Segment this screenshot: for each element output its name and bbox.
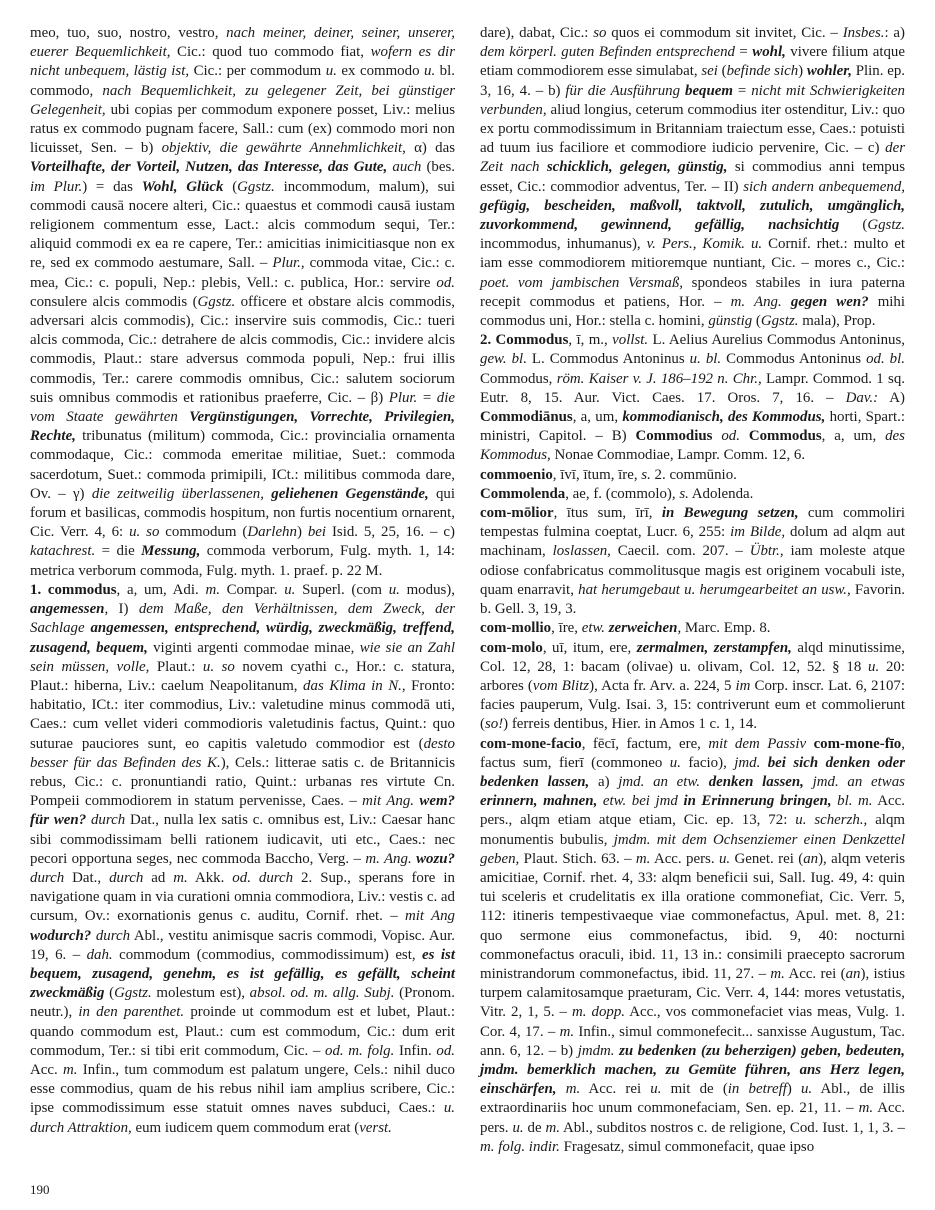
page-number: 190 bbox=[30, 1182, 50, 1197]
dictionary-entry-paragraph: com-mone-facio, fēcī, factum, ere, mit dem Passiv com-mone-fīo, factus sum, fierī (commoneo u. facio), jmd. bei sich denken oder bedenken lassen, a) jmd. an etw. denken lassen, jmd. an etwas erinnern, mahnen, etw. bei jmd in Erinnerung bringen, bl. m. Acc. pers., alqm etiam atque etiam, Cic. ep. 13, 72: u. scherzh., alqm monumentis bubulis, jmdm. mit dem Ochsenziemer einen Denkzettel geben, Plaut. Stich. 63. – m. Acc. pers. u. Genet. rei (an), alqm veteris amicitiae, Cornif. rhet. 4, 33: alqm beneficii sui, Sall. Iug. 49, 4: quin tui sceleris et crudelitatis ex illa oratione commonefiat, Cic. Verr. 5, 112: itineris tempestivaeque viae commonefactus, Apul. met. 8, 21: quo sermone eius commonefactus, ibid. 9, 40: nocturni commonefactus oraculi, ibid. 11, 13 in.: consimili praecepto sacrorum ministrandorum commonefactus, ibid. 11, 27. – m. Acc. rei (an), istius turpem calamitosamque praeturam, Cic. Verr. 4, 144: mores vetustatis, Vitr. 2, 1, 5. – m. dopp. Acc., vos commonefaciet vias meas, Vulg. 1. Cor. 4, 17. – m. Infin., simul commonefecit... sanxisse Augustum, Tac. ann. 6, 12. – b) jmdm. zu bedenken (zu beherzigen) geben, bedeuten, jmdm. bemerklich machen, zu Gemüte führen, ans Herz legen, einschärfen, m. Acc. rei u. mit de (in betreff) u. Abl., de illis extraordinariis hoc unum commonefaciam, Sen. ep. 21, 11. – m. Acc. pers. u. de m. Abl., subditos nostros c. de religione, Cod. Iust. 1, 1, 3. – m. folg. indir. Fragesatz, simul commonefacit, quae ipso bbox=[480, 735, 906, 1155]
dictionary-entry-paragraph: 2. Commodus, ī, m., vollst. L. Aelius Aurelius Commodus Antoninus, gew. bl. L. Commodus Antoninus u. bl. Commodus Antoninus od. bl. Commodus, röm. Kaiser v. J. 186–192 n. Chr., Lampr. Commod. 1 sq. Eutr. 8, 15. Aur. Vict. Caes. 17. Oros. 7, 16. – Dav.: A) Commodiānus, a, um, kommodianisch, des Kommodus, horti, Spart.: ministri, Capitol. – B) Commodius od. Commodus, a, um, des Kommodus, Nonae Commodiae, Lampr. Comm. 12, 6. bbox=[480, 332, 906, 464]
dictionary-entry-paragraph: meo, tuo, suo, nostro, vestro, nach meiner, deiner, seiner, unserer, euerer Bequemlichkeit, Cic.: quod tuo commodo fiat, wofern es dir nicht unbequem, lästig ist, Cic.: per commodum u. ex commodo u. bl. commodo, nach Bequemlichkeit, zu gelegener Zeit, bei günstiger Gelegenheit, ubi copias per commodum exponere posset, Liv.: melius ratus ex commodo pugnam facere, Sall.: cum (ex) commodo mori non licuisset, Sen. – b) objektiv, die gewährte Annehmlichkeit, α) das Vorteilhafte, der Vorteil, Nutzen, das Interesse, das Gute, auch (bes. im Plur.) = das Wohl, Glück (Ggstz. incommodum, malum), sui commodi causā nocere alteri, Cic.: quaestus et commodi causā iustam religionem commentum esse, Lact.: alcis commodum sequi, Ter.: aliquid commodi ex ea re capere, Ter.: amicitias inimicitiasque non ex re, sed ex commodo aestumare, Sall. – Plur., commoda vitae, Cic.: c. mea, Cic.: c. populi, Nep.: plebis, Vell.: c. publica, Hor.: servire od. consulere alcis commodis (Ggstz. officere et obstare alcis commodis, adversari alcis commodis), Cic.: inservire suis commodis, Cic.: tueri alcis commoda, Cic.: detrahere de alcis commodis, Cic.: invidere alcis commodis, Plaut.: stare adversus commoda populi, Nep.: frui illis commodis, Ter.: carere commodis omnibus, Cic.: salutem sociorum suis omnibus commodis et rationibus praeferre, Cic. – β) Plur. = die vom Staate gewährten Vergünstigungen, Vorrechte, Privilegien, Rechte, tribunatus (militum) commoda, Cic.: provincialia ornamenta commodaque, Cic.: commoda emeritae militiae, Suet.: commoda sacerdotum, Suet.: commoda primipili, ICt.: militibus commoda dare, Ov. – γ) die zeitweilig überlassenen, geliehenen Gegenstände, qui forum et basilicas, commodis hospitum, non furtis nocentium ornarent, Cic. Verr. 4, 6: u. so commodum (Darlehn) bei Isid. 5, 25, 16. – c) katachrest. = die Messung, commoda verborum, Fulg. myth. 1, 14: metrica verborum commoda, Fulg. myth. 1. praef. p. 22 M. bbox=[30, 25, 456, 579]
dictionary-entry-paragraph: Commolenda, ae, f. (commolo), s. Adolenda. bbox=[480, 485, 754, 502]
dictionary-entry-paragraph: com-mollio, īre, etw. zerweichen, Marc. Emp. 8. bbox=[480, 620, 771, 637]
dictionary-entry-paragraph: dare), dabat, Cic.: so quos ei commodum sit invitet, Cic. – Insbes.: a) dem körperl. guten Befinden entsprechend = wohl, vivere filium atque etiam commodiorem esse simulabat, sei (befinde sich) wohler, Plin. ep. 3, 16, 4. – b) für die Ausführung bequem = nicht mit Schwierigkeiten verbunden, aliud longius, ceterum commodius iter ostenditur, Liv.: quo ex portu commodissimum in Britanniam traiectum esse, Caes.: potuisti ad tuum ius faciliore et commodiore iudicio pervenire, Cic. – c) der Zeit nach schicklich, gelegen, günstig, si commodius anni tempus esset, Cic.: commodior adventus, Ter. – II) sich andern anbequemend, gefügig, bescheiden, maßvoll, taktvoll, zutulich, umgänglich, zuvorkommend, gewinnend, gefällig, nachsichtig (Ggstz. incommodus, inhumanus), v. Pers., Komik. u. Cornif. rhet.: multo et iam esse commodiorem mitioremque nuntiant, Cic. – mores c., Cic.: poet. vom jambischen Versmaß, spondeos stabiles in iura paterna recepit commodus et patiens, Hor. – m. Ang. gegen wen? mihi commodus uni, Hor.: stella c. homini, günstig (Ggstz. mala), Prop. bbox=[480, 25, 906, 330]
dictionary-entry-paragraph: 1. commodus, a, um, Adi. m. Compar. u. Superl. (com u. modus), angemessen, I) dem Maße, den Verhältnissen, dem Zweck, der Sachlage angemessen, entsprechend, würdig, zweckmäßig, treffend, zusagend, bequem, viginti argenti commodae minae, wie sie an Zahl sein müssen, volle, Plaut.: u. so novem cyathi c., Hor.: c. statura, Plaut.: hiberna, Liv.: caelum Neapolitanum, das Klima in N., Fronto: habitatio, ICt.: iter commodius, Liv.: valetudine minus commodā uti, Caes.: cum vellet videri commodioris valetudinis factus, Quint.: quo suturae pauciores sunt, eo capitis valetudo commodior est (desto besser für das Befinden des K.), Cels.: litterae satis c. de Britannicis rebus, Cic.: c. pronuntiandi ratio, Quint.: urbanas res virtute Cn. Pompeii commodiorem in statum pervenisse, Caes. – mit Ang. wem? für wen? durch Dat., nulla lex satis c. omnibus est, Liv.: Caesar hanc sibi commodissimam belli rationem iudicavit, uti etc., Caes.: nec pecori opportuna seges, nec commoda Baccho, Verg. – m. Ang. wozu? durch Dat., durch ad m. Akk. od. durch 2. Sup., sperans fore in navigatione quam in via curationi omnia commodiora, Liv.: vestis c. ad cursum, Ov.: exornationis genus c. auditu, Cornif. rhet. – mit Ang wodurch? durch Abl., vestitu animisque sacris commodi, Vopisc. Aur. 19, 6. – dah. commodum (commodius, commodissimum) est, es ist bequem, zusagend, genehm, es ist gefällig, es gefällt, scheint zweckmäßig (Ggstz. molestum est), absol. od. m. allg. Subj. (Pronom. neutr.), in den parenthet. proinde ut commodum est et lubet, Plaut.: quando commodum est, Plaut.: cum est commodum, Cic.: dum erit commodum, Ter.: si tibi erit commodum, Cic. – od. m. folg. Infin. od. Acc. m. Infin., tum commodum est palatum ungere, Cels.: nihil duco esse commodius, quam de his rebus nihil iam amplius scribere, Cic.: ipse commodissimum esse statuit omnes naves subduci, Caes.: u. durch Attraktion, eum iudicem quem commodum erat (verst. bbox=[30, 581, 456, 1136]
text-columns bbox=[30, 24, 905, 1157]
dictionary-entry-paragraph: com-mōlior, ītus sum, īrī, in Bewegung setzen, cum commoliri tempestas fulmina coeptat, Lucr. 6, 255: im Bilde, dolum ad alqm aut machinam, loslassen, Caecil. com. 207. – Übtr., iam moleste atque odiose confabricatus commolitusque magis est originem vocabuli iste, quam enarravit, hat herumgebaut u. herumgearbeitet an usw., Favorin. b. Gell. 3, 19, 3. bbox=[480, 505, 906, 618]
dictionary-entry-paragraph: commoenio, īvī, ītum, īre, s. 2. commūnio. bbox=[480, 466, 737, 483]
left-text-column bbox=[30, 24, 455, 1157]
right-text-column bbox=[480, 24, 905, 1157]
dictionary-entry-paragraph: com-molo, uī, itum, ere, zermalmen, zerstampfen, alqd minutissime, Col. 12, 28, 1: bacam (olivae) u. olivam, Col. 12, 52. § 18 u. 20: arbores (vom Blitz), Acta fr. Arv. a. 224, 5 im Corp. inscr. Lat. 6, 2107: facies pauperum, Vulg. Isai. 3, 15: contriverunt eum et commolierunt (so!) ferreis dentibus, Hier. in Amos 1 c. 1, 14. bbox=[480, 639, 906, 733]
